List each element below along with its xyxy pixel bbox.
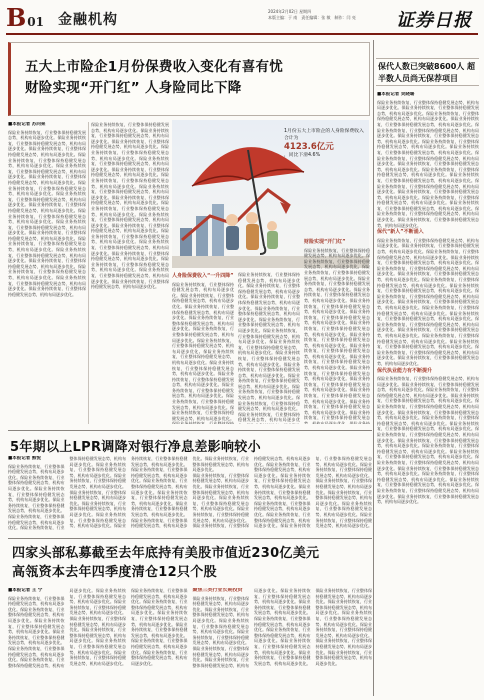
low-article [8,588,372,696]
mid-article [8,456,372,532]
caption-tail: ，同比下滑4.6% [284,153,321,158]
article-text [238,272,300,424]
section-divider [8,538,372,539]
low-title [12,544,372,582]
sidebar-byline: ■本报记者 吴晓璐 [377,92,415,97]
page-number: B01 [6,3,44,32]
masthead [6,4,478,34]
low-title-line2[interactable]: 高瓴资本去年四季度清仓12只个股 [12,565,217,580]
article-text [193,588,373,668]
issue-meta [268,9,388,21]
lead-article-col3 [172,272,234,424]
article-text [91,122,169,290]
editor-line: 本版主编：于 南 责任编辑：张 敏 制作：闫 亮 [268,15,356,20]
low-subhead: 聚焦三类行业长期投资 [192,588,243,593]
lead-title-line2[interactable]: 财险实现“开门红” 人身险同比下降 [25,80,242,96]
article-text [8,588,188,668]
lead-title-line1[interactable]: 五大上市险企1月份保费收入变化有喜有忧 [25,59,284,75]
sidebar-subhead-1: 保代“新人”不断涌入 [377,229,424,236]
lead-article-col1 [8,122,86,424]
low-byline: ■本报记者 王 宁 [8,588,43,593]
photo-caption [284,128,364,159]
column-divider [88,122,89,424]
mid-byline: ■本报记者 熊悦 [8,456,41,461]
mid-title[interactable]: 5年期以上LPR调降对银行净息差影响较小 [10,440,261,455]
article-text [172,282,234,424]
article-text [377,376,479,505]
section-divider [8,430,372,431]
issue-date: 2024年2月02日 星期四 [268,9,312,14]
section-name: 金融机构 [58,12,118,28]
newspaper-logo: 证券日报 [396,10,472,31]
sidebar-subhead-2: 保代执业能力有不断提升 [377,367,433,374]
caption-mid: 人身险保费收入合计为 [284,129,364,141]
sidebar-divider [373,40,374,696]
caption-lead: 1月份五大上市险企的 [284,129,331,134]
article-text [304,248,370,424]
article-text [8,130,86,298]
sidebar-title[interactable]: 保代人数已突破8600人 超半数人员尚无保荐项目 [378,62,476,83]
sidebar-headline-box [376,58,479,86]
lead-article-col4 [238,272,300,424]
article-text [377,238,479,367]
caption-value: 4123.6亿元 [284,142,334,152]
sidebar-article [377,92,479,696]
lead-byline: ■本报记者 苏向杲 [8,122,46,127]
lead-subhead-1: 人身险保费收入“一升四降” [172,273,234,279]
article-text [377,100,479,229]
lead-subhead-2: 财险实现“开门红” [304,239,346,245]
lead-article-col2 [91,122,169,424]
low-title-line1[interactable]: 四家头部私募截至去年底持有美股市值近230亿美元 [12,546,320,561]
lead-headline-box [8,42,370,116]
masthead-rule [6,33,478,35]
lead-article-col5 [304,238,370,424]
